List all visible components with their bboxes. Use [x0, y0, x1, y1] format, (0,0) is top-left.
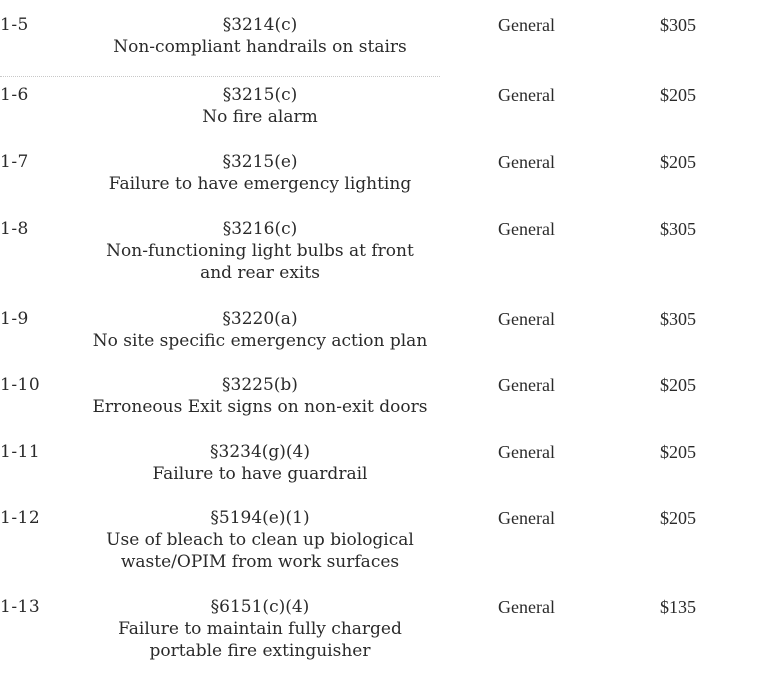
- violation-type: General: [498, 309, 555, 329]
- violation-type: General: [498, 85, 555, 105]
- section-code: §3215(e): [222, 152, 298, 172]
- section-code: §5194(e)(1): [210, 508, 310, 528]
- violation-description: [40, 596, 480, 662]
- violation-type: General: [498, 442, 555, 462]
- penalty-amount: $205: [660, 152, 696, 172]
- item-number: 1-12: [0, 508, 41, 528]
- description-line: Non-functioning light bulbs at front: [106, 241, 414, 261]
- description-line: portable fire extinguisher: [149, 641, 371, 661]
- section-code: §3214(c): [222, 15, 298, 35]
- scan-artifact-divider: [0, 76, 440, 78]
- violation-description: [40, 374, 480, 418]
- item-number: 1-11: [0, 442, 41, 462]
- violation-type: General: [498, 219, 555, 239]
- section-code: §3234(g)(4): [210, 442, 310, 462]
- item-number: 1-10: [0, 375, 41, 395]
- item-number: 1-8: [0, 219, 29, 239]
- penalty-amount: $205: [660, 442, 696, 462]
- violation-description: [40, 14, 480, 58]
- item-number: 1-13: [0, 597, 41, 617]
- section-code: §3225(b): [222, 375, 298, 395]
- description-line: and rear exits: [200, 263, 320, 283]
- item-number: 1-7: [0, 152, 29, 172]
- penalty-amount: $305: [660, 15, 696, 35]
- penalty-amount: $305: [660, 309, 696, 329]
- violation-type: General: [498, 15, 555, 35]
- penalty-amount: $205: [660, 375, 696, 395]
- violation-description: [40, 151, 480, 195]
- violation-type: General: [498, 508, 555, 528]
- penalty-amount: $205: [660, 508, 696, 528]
- penalty-amount: $135: [660, 597, 696, 617]
- penalty-amount: $305: [660, 219, 696, 239]
- violation-description: [40, 308, 480, 352]
- description-line: Failure to have emergency lighting: [108, 174, 412, 194]
- violation-description: [40, 218, 480, 284]
- violation-type: General: [498, 375, 555, 395]
- violation-description: [40, 84, 480, 128]
- item-number: 1-9: [0, 309, 29, 329]
- description-line: No site specific emergency action plan: [92, 331, 428, 351]
- item-number: 1-6: [0, 85, 29, 105]
- description-line: No fire alarm: [202, 107, 318, 127]
- description-line: Failure to maintain fully charged: [118, 619, 402, 639]
- description-line: Non-compliant handrails on stairs: [113, 37, 407, 57]
- item-number: 1-5: [0, 15, 29, 35]
- description-line: Use of bleach to clean up biological: [106, 530, 414, 550]
- penalty-amount: $205: [660, 85, 696, 105]
- section-code: §3216(c): [222, 219, 298, 239]
- violation-description: [40, 507, 480, 573]
- section-code: §3220(a): [222, 309, 298, 329]
- description-line: waste/OPIM from work surfaces: [120, 552, 400, 572]
- description-line: Erroneous Exit signs on non-exit doors: [92, 397, 428, 417]
- section-code: §3215(c): [222, 85, 298, 105]
- section-code: §6151(c)(4): [210, 597, 310, 617]
- description-line: Failure to have guardrail: [152, 464, 368, 484]
- violation-type: General: [498, 152, 555, 172]
- violation-description: [40, 441, 480, 485]
- violation-type: General: [498, 597, 555, 617]
